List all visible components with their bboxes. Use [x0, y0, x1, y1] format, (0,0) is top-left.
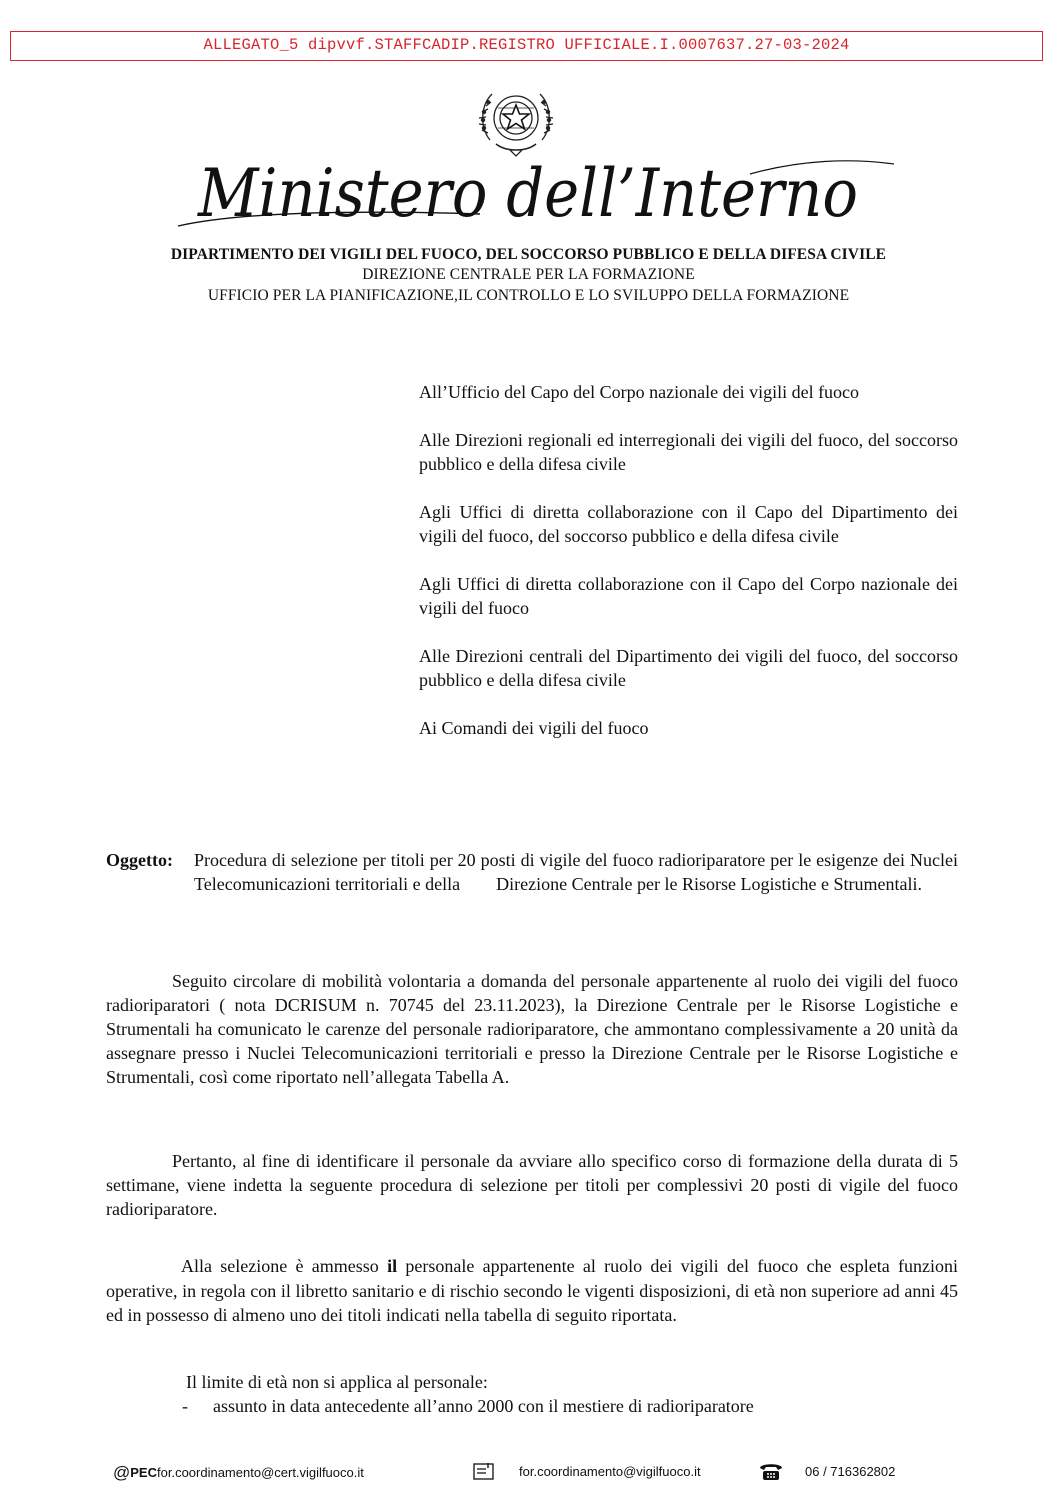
paragraph-3: [106, 1254, 958, 1328]
phone-icon: [758, 1460, 784, 1482]
department-line-1: DIPARTIMENTO DEI VIGILI DEL FUOCO, DEL SOCCORSO PUBBLICO E DELLA DIFESA CIVILE: [170, 246, 887, 263]
paragraph-1-text: Seguito circolare di mobilità volontaria a domanda del personale appartenente al ruolo dei vigili del fuoco radioriparatori ( nota DCRISUM n. 70745 del 23.11.2023), la Direzione Centrale per le Risorse Logistiche e Strumentali ha comunicato le carenze del personale radioriparatore, che ammontano complessivamente a 20 unità da assegnare presso i Nuclei Telecomunicazioni territoriali e presso la Direzione Centrale per le Risorse Logistiche e Strumentali, così come riportato nell’allegata Tabella A.: [106, 971, 958, 1087]
age-limit-text: Il limite di età non si applica al personale:: [186, 1372, 488, 1392]
recipient: Agli Uffici di diretta collaborazione con il Capo del Corpo nazionale dei vigili del fuoco: [419, 574, 958, 618]
paragraph-2-text: Pertanto, al fine di identificare il personale da avviare allo specifico corso di formazione della durata di 5 settimane, viene indetta la seguente procedura di selezione per titoli per complessivi 20 posti di vigile del fuoco radioriparatore.: [106, 1151, 958, 1219]
protocol-stamp: ALLEGATO_5 dipvvf.STAFFCADIP.REGISTRO UFFICIALE.I.0007637.27-03-2024: [10, 31, 1043, 61]
phone-contact[interactable]: 06 / 716362802: [805, 1464, 896, 1479]
subject-label: Oggetto:: [106, 850, 173, 870]
paragraph-2: [106, 1149, 958, 1221]
dash-bullet-icon: -: [182, 1396, 188, 1416]
paragraph-3-rest: personale appartenente al ruolo dei vigili del fuoco che espleta funzioni operative, in regola con il libretto sanitario e di rischio secondo le vigenti disposizioni, di età non superiore ad anni 45 ed in possesso di almeno uno dei titoli indicati nella tabella di seguito riportata.: [106, 1256, 959, 1325]
at-icon: @: [113, 1463, 131, 1482]
department-line-3: UFFICIO PER LA PIANIFICAZIONE,IL CONTROLLO E LO SVILUPPO DELLA FORMAZIONE: [207, 287, 850, 304]
recipients-list: [419, 380, 958, 764]
recipient: Alle Direzioni regionali ed interregionali dei vigili del fuoco, del soccorso pubblico e della difesa civile: [419, 430, 958, 474]
list-item: [182, 1394, 754, 1418]
department-line-2: DIREZIONE CENTRALE PER LA FORMAZIONE: [362, 266, 695, 283]
republic-emblem-icon: [476, 78, 556, 160]
ministry-name: Ministero dell’Interno: [197, 155, 858, 232]
recipient: Ai Comandi dei vigili del fuoco: [419, 718, 649, 738]
pec-contact: [113, 1463, 364, 1483]
pec-email[interactable]: for.coordinamento@cert.vigilfuoco.it: [157, 1465, 364, 1480]
ministry-title: [150, 150, 910, 240]
email-contact[interactable]: for.coordinamento@vigilfuoco.it: [519, 1464, 701, 1479]
list-item-text: assunto in data antecedente all’anno 2000 con il mestiere di radioriparatore: [213, 1396, 754, 1416]
recipient: All’Ufficio del Capo del Corpo nazionale dei vigili del fuoco: [419, 382, 860, 402]
paragraph-3-bold: il: [387, 1256, 398, 1276]
paragraph-1: [106, 969, 958, 1089]
paragraph-3-lead: Alla selezione è ammesso: [181, 1256, 388, 1276]
recipient: Alle Direzioni centrali del Dipartimento dei vigili del fuoco, del soccorso pubblico e della difesa civile: [419, 646, 958, 690]
mail-icon: [473, 1461, 495, 1481]
footer: [0, 1460, 1057, 1486]
subject-text: Procedura di selezione per titoli per 20 posti di vigile del fuoco radioriparatore per le esigenze dei Nuclei Telecomunicazioni territoriali e della Direzione Centrale per le Risorse Logistiche e Strumentali.: [194, 850, 963, 894]
recipient: Agli Uffici di diretta collaborazione con il Capo del Dipartimento dei vigili del fuoco, del soccorso pubblico e della difesa civile: [419, 502, 958, 546]
pec-prefix: PEC: [130, 1465, 157, 1480]
